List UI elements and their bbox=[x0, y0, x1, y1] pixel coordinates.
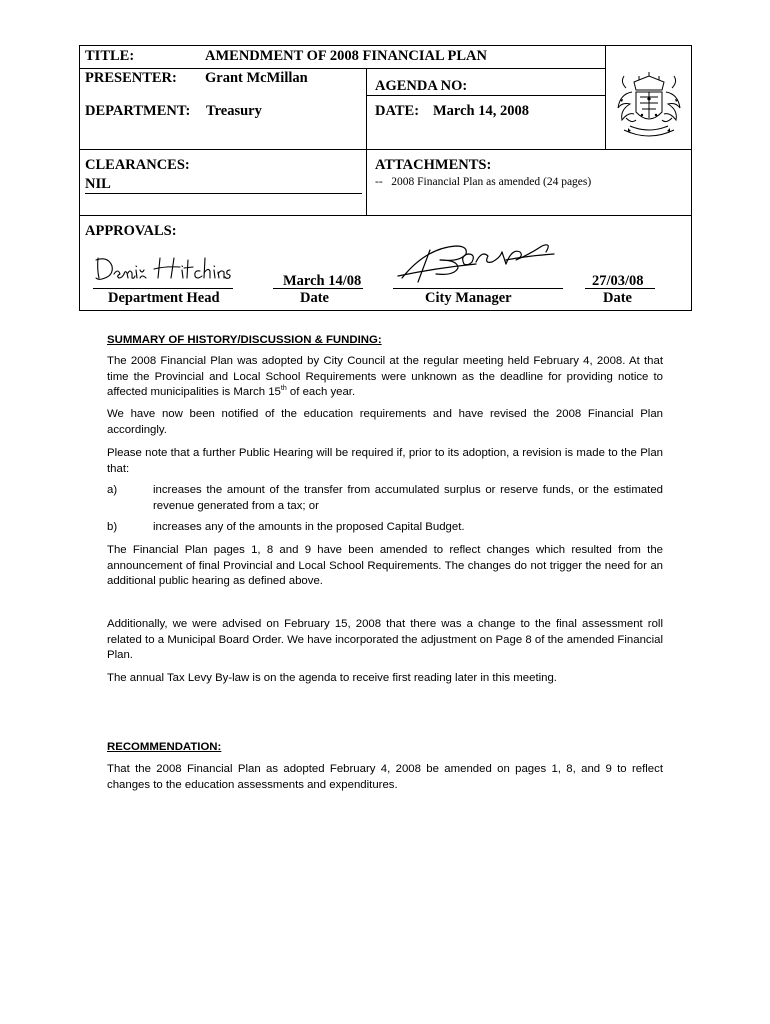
recommendation-heading: RECOMMENDATION: bbox=[107, 741, 222, 753]
department-value: Treasury bbox=[206, 103, 262, 119]
agenda-no-label: AGENDA NO: bbox=[375, 78, 468, 94]
presenter-value: Grant McMillan bbox=[205, 70, 308, 86]
attachments-label: ATTACHMENTS: bbox=[375, 157, 492, 173]
frame-left-line bbox=[79, 45, 80, 310]
approvals-label: APPROVALS: bbox=[85, 223, 177, 239]
date2-value: 27/03/08 bbox=[592, 273, 644, 289]
title-value: AMENDMENT OF 2008 FINANCIAL PLAN bbox=[205, 48, 487, 64]
department-label: DEPARTMENT: bbox=[85, 103, 191, 119]
agenda-row-divider bbox=[366, 95, 605, 96]
date2-label: Date bbox=[603, 290, 632, 306]
attachment-item: -- 2008 Financial Plan as amended (24 pages) bbox=[375, 176, 592, 188]
summary-paragraph-1-text: The 2008 Financial Plan was adopted by City Council at the regular meeting held February 4, 2008. At that time the Provincial and Local School Requirements were unknown as the deadline for providing notice to affected municipalities is March 15 bbox=[107, 355, 663, 399]
title-row-divider bbox=[79, 68, 605, 69]
date1-value: March 14/08 bbox=[283, 273, 362, 289]
city-manager-signature-line bbox=[393, 288, 563, 289]
frame-bottom-line bbox=[79, 310, 692, 311]
date1-label: Date bbox=[300, 290, 329, 306]
presenter-label: PRESENTER: bbox=[85, 70, 177, 86]
city-crest-seal-icon bbox=[612, 70, 686, 144]
clearances-underline bbox=[85, 193, 362, 194]
summary-paragraph-6: The annual Tax Levy By-law is on the agenda to receive first reading later in this meeting. bbox=[107, 672, 557, 684]
list-item-a-text: increases the amount of the transfer from accumulated surplus or reserve funds, or the estimated revenue generated from a tax; or bbox=[153, 484, 663, 512]
summary-paragraph-1-superscript: th bbox=[280, 385, 287, 393]
department-head-label: Department Head bbox=[108, 290, 220, 306]
summary-paragraph-1 bbox=[107, 354, 663, 401]
list-item-b-marker: b) bbox=[107, 521, 118, 533]
seal-cell-divider bbox=[605, 45, 606, 149]
approvals-section-divider bbox=[79, 215, 692, 216]
summary-heading: SUMMARY OF HISTORY/DISCUSSION & FUNDING: bbox=[107, 334, 382, 346]
summary-paragraph-3: Please note that a further Public Hearing will be required if, prior to its adoption, a revision is made to the Plan that: bbox=[107, 447, 663, 475]
list-item-b-text: increases any of the amounts in the proposed Capital Budget. bbox=[153, 521, 465, 533]
summary-paragraph-4: The Financial Plan pages 1, 8 and 9 have been amended to reflect changes which resulted from the announcement of final Provincial and Local School Requirements. The changes do not trigger the need for an additional public hearing as defined above. bbox=[107, 544, 663, 588]
middle-column-divider bbox=[366, 68, 367, 215]
date-value: March 14, 2008 bbox=[433, 103, 529, 119]
city-manager-label: City Manager bbox=[425, 290, 512, 306]
info-section-divider bbox=[79, 149, 692, 150]
summary-paragraph-5: Additionally, we were advised on February 15, 2008 that there was a change to the final assessment roll related to a Municipal Board Order. We have incorporated the adjustment on Page 8 of the amended Financial Plan. bbox=[107, 618, 663, 662]
summary-paragraph-2: We have now been notified of the education requirements and have revised the 2008 Financial Plan accordingly. bbox=[107, 408, 663, 436]
city-manager-signature-icon bbox=[396, 238, 556, 288]
date2-signature-line bbox=[585, 288, 655, 289]
frame-right-line bbox=[691, 45, 692, 310]
frame-top-line bbox=[79, 45, 692, 46]
date-label: DATE: bbox=[375, 103, 420, 119]
recommendation-text: That the 2008 Financial Plan as adopted February 4, 2008 be amended on pages 1, 8, and 9 to reflect changes to the education assessments and expenditures. bbox=[107, 763, 663, 791]
department-head-signature-line bbox=[93, 288, 233, 289]
list-item-a-marker: a) bbox=[107, 484, 118, 496]
summary-paragraph-1-tail: of each year. bbox=[286, 386, 356, 399]
date1-signature-line bbox=[273, 288, 363, 289]
clearances-value: NIL bbox=[85, 176, 111, 192]
department-head-signature-icon bbox=[94, 254, 234, 286]
clearances-label: CLEARANCES: bbox=[85, 157, 190, 173]
title-label: TITLE: bbox=[85, 48, 135, 64]
